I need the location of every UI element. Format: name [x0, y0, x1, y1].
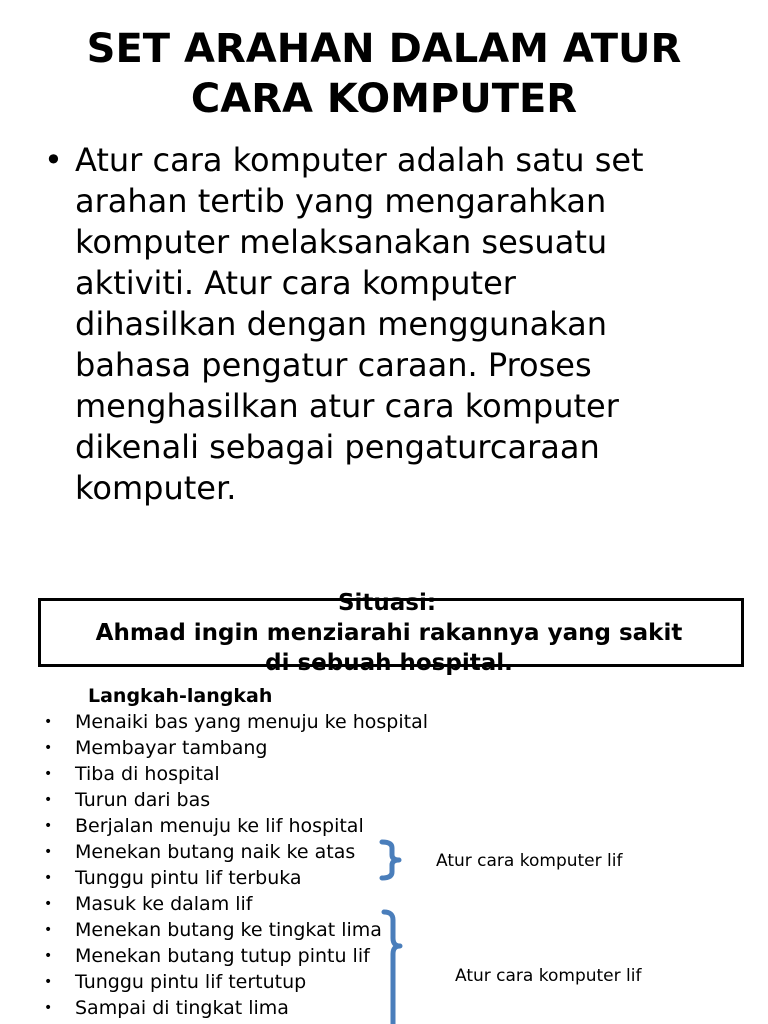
main-paragraph-line: Atur cara komputer adalah satu set: [75, 141, 644, 179]
step-text: Menekan butang naik ke atas: [75, 841, 356, 863]
situation-text-line-2: di sebuah hospital.: [265, 650, 513, 676]
step-text: Sampai di tingkat lima: [75, 997, 289, 1019]
step-text: Turun dari bas: [75, 789, 211, 811]
curly-brace-2: [380, 908, 406, 1024]
step-text: Masuk ke dalam lif: [75, 893, 253, 915]
bullet-marker: •: [44, 948, 53, 964]
bullet-marker: •: [44, 766, 53, 782]
title-line-2: CARA KOMPUTER: [190, 76, 578, 122]
bullet-marker: •: [44, 974, 53, 990]
bullet-marker: •: [44, 792, 53, 808]
step-text: Berjalan menuju ke lif hospital: [75, 815, 364, 837]
situation-text-line-1: Ahmad ingin menziarahi rakannya yang sakit: [95, 620, 683, 646]
main-paragraph-line: bahasa pengatur caraan. Proses: [75, 346, 592, 384]
main-bullet-marker: •: [44, 141, 63, 179]
bullet-marker: •: [44, 896, 53, 912]
steps-heading: Langkah-langkah: [88, 685, 273, 707]
step-text: Tiba di hospital: [75, 763, 220, 785]
main-paragraph-line: dihasilkan dengan menggunakan: [75, 305, 608, 343]
main-paragraph-line: menghasilkan atur cara komputer: [75, 387, 619, 425]
bullet-marker: •: [44, 714, 53, 730]
main-paragraph-line: dikenali sebagai pengaturcaraan: [75, 428, 600, 466]
bullet-marker: •: [44, 844, 53, 860]
bullet-marker: •: [44, 922, 53, 938]
main-paragraph: [75, 140, 735, 509]
page-title: [0, 24, 768, 124]
step-text: Tunggu pintu lif terbuka: [75, 867, 302, 889]
step-text: Menekan butang tutup pintu lif: [75, 945, 370, 967]
curly-brace-1: [378, 838, 404, 882]
main-paragraph-line: komputer melaksanakan sesuatu: [75, 223, 608, 261]
bracket-label-1: Atur cara komputer lif: [436, 851, 623, 871]
step-text: Menaiki bas yang menuju ke hospital: [75, 711, 429, 733]
title-line-1: SET ARAHAN DALAM ATUR: [86, 26, 682, 72]
bullet-marker: •: [44, 870, 53, 886]
bullet-marker: •: [44, 818, 53, 834]
main-paragraph-line: arahan tertib yang mengarahkan: [75, 182, 607, 220]
step-text: Menekan butang ke tingkat lima: [75, 919, 382, 941]
main-paragraph-line: komputer.: [75, 469, 237, 507]
bullet-marker: •: [44, 1000, 53, 1016]
bullet-marker: •: [44, 740, 53, 756]
step-text: Tunggu pintu lif tertutup: [75, 971, 307, 993]
step-text: Membayar tambang: [75, 737, 268, 759]
situation-heading: Situasi:: [337, 590, 437, 616]
bracket-label-2: Atur cara komputer lif: [455, 966, 642, 986]
main-paragraph-line: aktiviti. Atur cara komputer: [75, 264, 516, 302]
